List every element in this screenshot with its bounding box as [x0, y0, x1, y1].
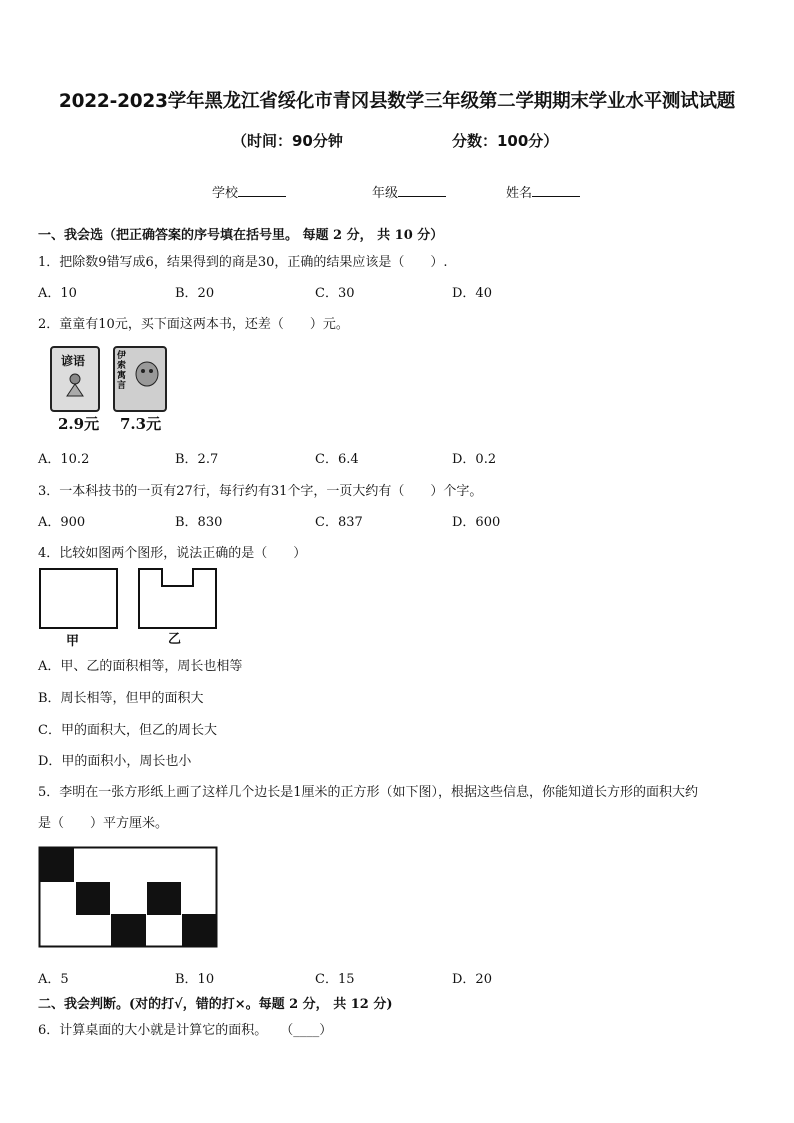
- shape-yi-label: 乙: [168, 632, 182, 647]
- black-square: [182, 914, 216, 946]
- book-figure-icon: [62, 372, 88, 398]
- book-aesop-image: [113, 346, 169, 412]
- q1-option-a[interactable]: A．10: [38, 286, 77, 301]
- exam-time: （时间：90分钟: [232, 132, 343, 150]
- name-label: 姓名: [506, 186, 533, 201]
- black-square: [111, 914, 146, 946]
- book-aesop-cover-title: 伊索寓言: [117, 351, 127, 391]
- q4-option-c[interactable]: C．甲的面积大，但乙的周长大: [38, 723, 217, 738]
- q3-option-c[interactable]: C．837: [315, 515, 363, 530]
- question-5-line-2: 是（ ）平方厘米。: [38, 816, 169, 831]
- book-aesop-price: 7.3元: [120, 415, 162, 433]
- question-6: 6．计算桌面的大小就是计算它的面积。 （____）: [38, 1023, 333, 1038]
- q4-option-b[interactable]: B．周长相等，但甲的面积大: [38, 691, 204, 706]
- book-proverbs-cover-title: 谚语: [60, 354, 85, 368]
- q5-option-a[interactable]: A．5: [38, 972, 69, 987]
- question-3: 3．一本科技书的一页有27行，每行约有31个字，一页大约有（ ）个字。: [38, 484, 483, 499]
- q5-option-c[interactable]: C．15: [315, 972, 355, 987]
- grade-field: [372, 182, 446, 201]
- grade-label: 年级: [372, 186, 399, 201]
- page-title: 2022-2023学年黑龙江省绥化市青冈县数学三年级第二学期期末学业水平测试试题: [58, 91, 736, 112]
- q2-option-c[interactable]: C．6.4: [315, 452, 359, 467]
- q1-option-b[interactable]: B．20: [175, 286, 215, 301]
- school-blank[interactable]: [238, 184, 286, 197]
- q2-option-a[interactable]: A．10.2: [38, 452, 90, 467]
- q5-option-b[interactable]: B．10: [175, 972, 215, 987]
- black-square: [40, 848, 74, 882]
- book-proverbs-image: [50, 346, 100, 412]
- question-1: 1．把除数9错写成6，结果得到的商是30，正确的结果应该是（ ）.: [38, 255, 448, 270]
- q1-option-c[interactable]: C．30: [315, 286, 355, 301]
- shape-yi: [139, 569, 216, 628]
- question-5-line-1: 5．李明在一张方形纸上画了这样几个边长是1厘米的正方形（如下图），根据这些信息，你能知道长方形的面积大约: [38, 785, 699, 800]
- q3-option-b[interactable]: B．830: [175, 515, 223, 530]
- name-blank[interactable]: [532, 184, 580, 197]
- q4-option-d[interactable]: D．甲的面积小，周长也小: [38, 754, 192, 769]
- book-proverbs-price: 2.9元: [58, 415, 100, 433]
- shapes-figure: [38, 566, 220, 630]
- q1-option-d[interactable]: D．40: [452, 286, 492, 301]
- grade-blank[interactable]: [398, 184, 446, 197]
- question-4: 4．比较如图两个图形，说法正确的是（ ）: [38, 546, 307, 561]
- q2-option-b[interactable]: B．2.7: [175, 452, 219, 467]
- q2-option-d[interactable]: D．0.2: [452, 452, 497, 467]
- book-animal-icon: [133, 356, 161, 390]
- q4-option-a[interactable]: A．甲、乙的面积相等，周长也相等: [38, 659, 243, 674]
- q3-option-d[interactable]: D．600: [452, 515, 501, 530]
- school-field: [212, 182, 286, 201]
- shape-jia-label: 甲: [66, 634, 80, 649]
- q5-option-d[interactable]: D．20: [452, 972, 492, 987]
- shape-jia: [40, 569, 117, 628]
- section-2-heading: 二、我会判断。(对的打√，错的打×。每题 2 分， 共 12 分): [38, 997, 393, 1012]
- section-1-heading: 一、我会选（把正确答案的序号填在括号里。 每题 2 分， 共 10 分）: [38, 228, 444, 243]
- q3-option-a[interactable]: A．900: [38, 515, 86, 530]
- exam-score: 分数：100分）: [452, 132, 559, 150]
- black-square: [76, 882, 110, 915]
- black-square: [147, 882, 181, 915]
- school-label: 学校: [212, 186, 239, 201]
- question-2: 2．童童有10元，买下面这两本书，还差（ ）元。: [38, 317, 349, 332]
- squares-figure: [38, 846, 219, 949]
- name-field: [506, 182, 580, 201]
